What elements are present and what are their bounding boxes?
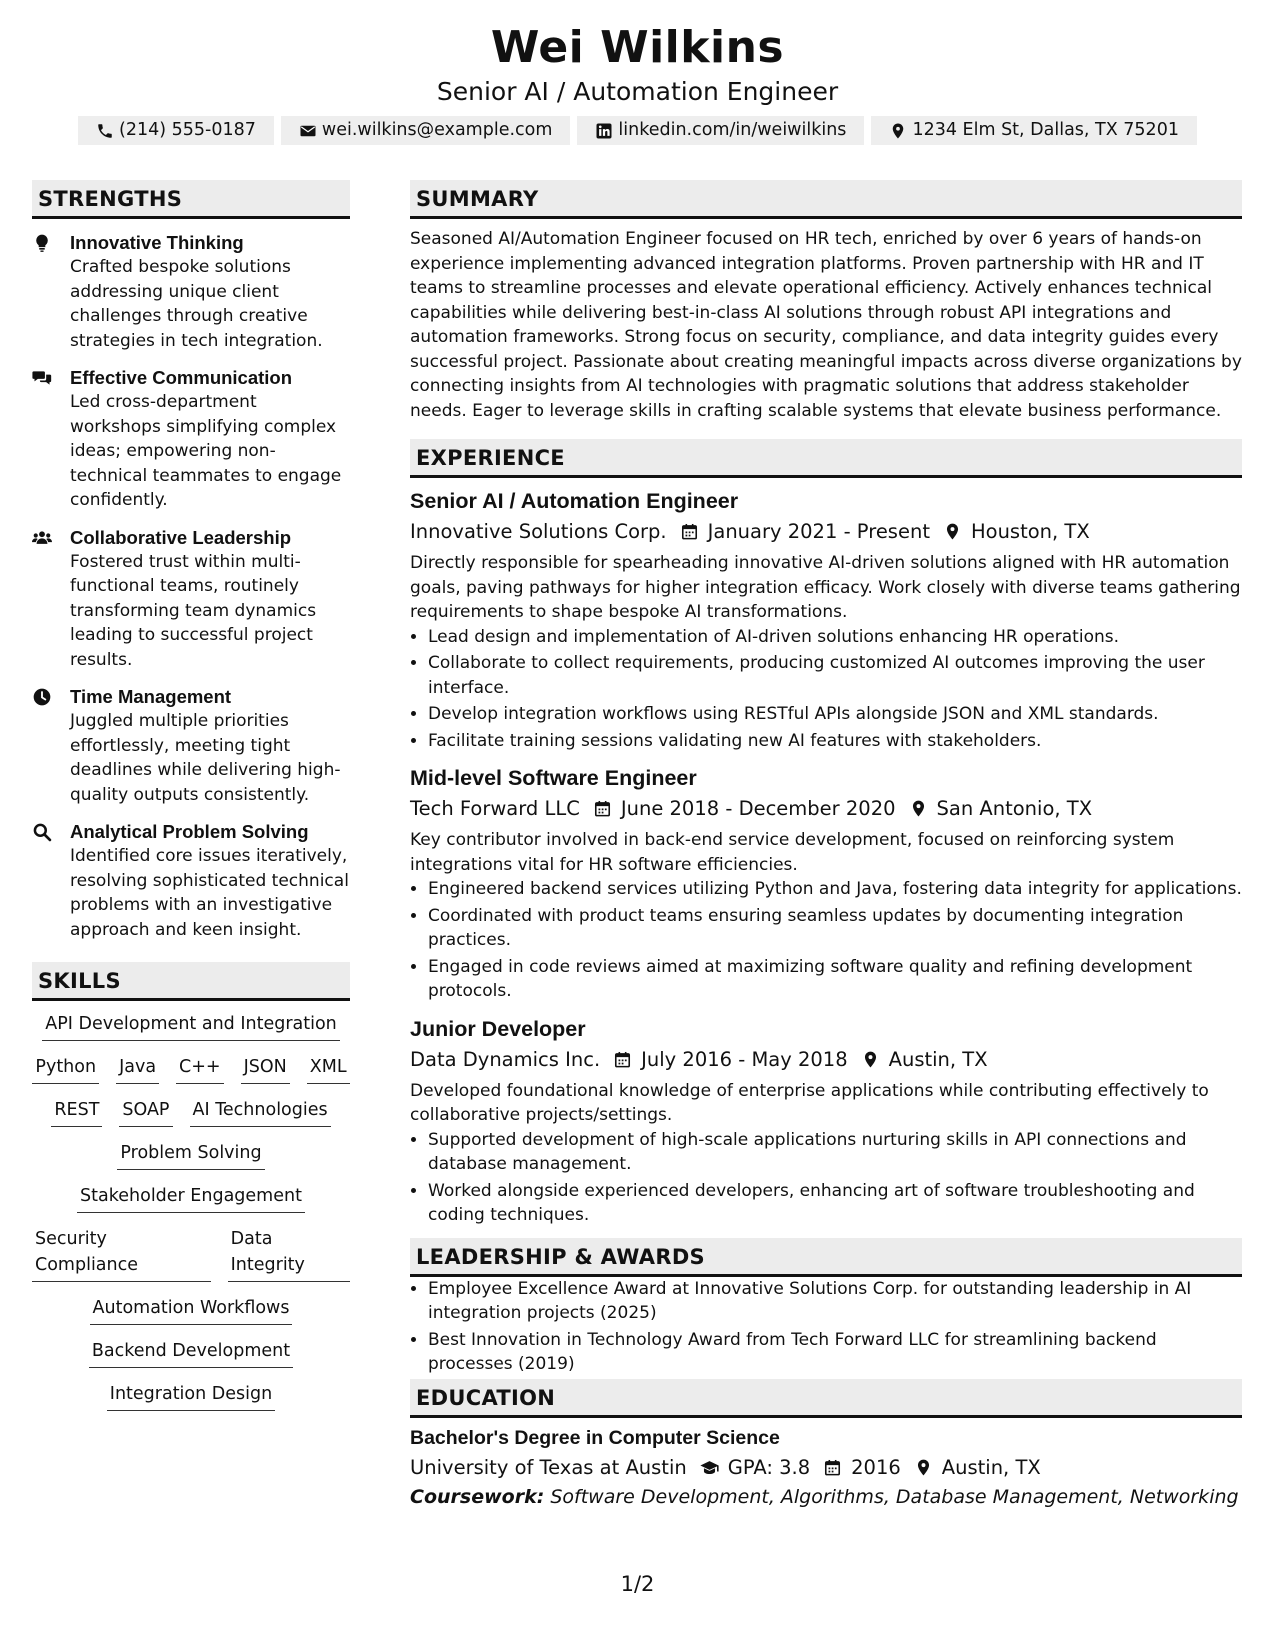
- job-bullets: [410, 625, 1242, 754]
- skill-row: [32, 1140, 350, 1170]
- skill-row: [32, 1054, 350, 1084]
- strength-title: Collaborative Leadership: [70, 526, 292, 548]
- resume-header: [0, 18, 1275, 145]
- job-bullet: • Engaged in code reviews aimed at maximizing software quality and refining development protocols.: [428, 955, 1242, 1004]
- education-heading: EDUCATION: [410, 1379, 1242, 1418]
- address-text: 1234 Elm St, Dallas, TX 75201: [912, 120, 1179, 140]
- calendar-icon: [823, 1458, 842, 1477]
- job-dates: January 2021 - Present: [707, 520, 930, 543]
- candidate-title: Senior AI / Automation Engineer: [436, 77, 839, 106]
- skill-row: [32, 1295, 350, 1325]
- strength-desc: Identified core issues iteratively, resolving sophisticated technical problems with an investigative approach and keen insight.: [70, 846, 349, 940]
- strengths-list: [32, 231, 350, 942]
- skill-row: [32, 1183, 350, 1213]
- strength-title: Innovative Thinking: [70, 232, 244, 253]
- linkedin-text[interactable]: linkedin.com/in/weiwilkins: [618, 120, 847, 140]
- award-item: • Employee Excellence Award at Innovative Solutions Corp. for outstanding leadership in AI integration projects (2025): [428, 1277, 1242, 1326]
- skill-tag: Integration Design: [107, 1381, 275, 1411]
- job-location: San Antonio, TX: [936, 797, 1093, 820]
- skill-tag: API Development and Integration: [42, 1011, 340, 1041]
- skill-row: [32, 1097, 350, 1127]
- job-bullets: [410, 1128, 1242, 1228]
- strength-desc: Fostered trust within multi-functional teams, routinely transforming team dynamics leading to successful project results.: [70, 551, 317, 670]
- skill-tag: REST: [51, 1097, 102, 1127]
- degree-title: Bachelor's Degree in Computer Science: [410, 1426, 780, 1449]
- strength-title: Analytical Problem Solving: [70, 821, 309, 842]
- job-title: Senior AI / Automation Engineer: [410, 489, 739, 513]
- search-icon: [32, 822, 52, 842]
- coursework-text: Software Development, Algorithms, Database Management, Networking: [550, 1485, 1239, 1508]
- gpa-text: GPA: 3.8: [727, 1455, 811, 1479]
- job-bullet: • Coordinated with product teams ensuring seamless updates by documenting integration practices.: [428, 904, 1242, 953]
- contact-phone: [78, 116, 274, 145]
- education-location: Austin, TX: [941, 1455, 1041, 1479]
- skill-tag: Python: [32, 1054, 99, 1084]
- strength-item: [32, 231, 350, 353]
- map-pin-icon: [914, 1458, 933, 1477]
- award-item: • Best Innovation in Technology Award from Tech Forward LLC for streamlining backend processes (2019): [428, 1328, 1242, 1377]
- strength-title: Effective Communication: [70, 367, 293, 388]
- skill-row: [32, 1381, 350, 1411]
- skills-list: [32, 1011, 350, 1411]
- summary-heading: SUMMARY: [410, 180, 1242, 219]
- job-company: Data Dynamics Inc.: [410, 1047, 601, 1071]
- job-bullet: • Worked alongside experienced developers, enhancing art of software troubleshooting and coding techniques.: [428, 1179, 1242, 1228]
- map-pin-icon: [889, 122, 907, 140]
- strength-desc: Juggled multiple priorities effortlessly, meeting tight deadlines while delivering high-quality outputs consistently.: [70, 711, 341, 805]
- strength-item: [32, 366, 350, 513]
- map-pin-icon: [861, 1050, 880, 1069]
- job-dates: July 2016 - May 2018: [641, 1047, 848, 1071]
- awards-heading: LEADERSHIP & AWARDS: [410, 1238, 1242, 1277]
- calendar-icon: [680, 522, 699, 541]
- skill-tag: AI Technologies: [190, 1097, 331, 1127]
- job-desc: Key contributor involved in back-end service development, focused on reinforcing system integrations vital for HR software efficiencies.: [410, 830, 1175, 875]
- job-bullet: • Supported development of high-scale applications nurturing skills in API connections and database management.: [428, 1128, 1242, 1177]
- job-bullet: • Facilitate training sessions validating new AI features with stakeholders.: [428, 729, 1242, 754]
- calendar-icon: [613, 1050, 632, 1069]
- lightbulb-icon: [32, 233, 52, 253]
- skill-row: [32, 1011, 350, 1041]
- experience-heading: EXPERIENCE: [410, 439, 1242, 478]
- job-company: Tech Forward LLC: [410, 797, 580, 820]
- skill-tag: C++: [176, 1054, 224, 1084]
- graduation-cap-icon: [700, 1458, 719, 1477]
- left-column: [32, 180, 350, 1424]
- job-entry: [410, 1014, 1242, 1228]
- skills-heading: SKILLS: [32, 962, 350, 1001]
- job-bullet: • Collaborate to collect requirements, producing customized AI outcomes improving the user interface.: [428, 651, 1242, 700]
- linkedin-icon: [595, 122, 613, 140]
- clock-icon: [32, 687, 52, 707]
- job-company: Innovative Solutions Corp.: [410, 520, 667, 543]
- skill-tag: Backend Development: [89, 1338, 293, 1368]
- page-number: 1/2: [620, 1572, 655, 1596]
- map-pin-icon: [943, 522, 962, 541]
- job-title: Junior Developer: [410, 1016, 586, 1041]
- candidate-name: Wei Wilkins: [490, 22, 785, 73]
- job-meta: [410, 1044, 1242, 1075]
- job-meta: [410, 793, 1242, 824]
- strength-item: [32, 685, 350, 807]
- skill-row: [32, 1226, 350, 1282]
- envelope-icon: [299, 122, 317, 140]
- job-location: Austin, TX: [888, 1047, 988, 1071]
- strength-desc: Crafted bespoke solutions addressing unique client challenges through creative strategies in tech integration.: [70, 257, 323, 351]
- strengths-heading: STRENGTHS: [32, 180, 350, 219]
- summary-text: Seasoned AI/Automation Engineer focused on HR tech, enriched by over 6 years of hands-on experience implementing advanced integration platforms. Proven partnership with HR and IT teams to streamline processes and elevate operational efficiency. Actively enhances technical capabilities while delivering best-in-class AI solutions through robust API integrations and automation frameworks. Strong focus on security, compliance, and data integrity guides every successful project. Passionate about creating meaningful impacts across diverse organizations by connecting insights from AI technologies with pragmatic solutions that address stakeholder needs. Eager to leverage skills in crafting scalable systems that elevate business performance.: [410, 229, 1242, 421]
- job-bullets: [410, 877, 1242, 1004]
- graduation-year: 2016: [851, 1455, 901, 1479]
- skill-tag: Problem Solving: [117, 1140, 264, 1170]
- map-pin-icon: [909, 799, 928, 818]
- skill-tag: JSON: [241, 1054, 290, 1084]
- job-meta: [410, 516, 1242, 547]
- contact-email[interactable]: [281, 116, 571, 145]
- contact-address: [871, 116, 1197, 145]
- calendar-icon: [593, 799, 612, 818]
- coursework-label: Coursework:: [410, 1485, 545, 1508]
- skill-tag: Data Integrity: [228, 1226, 350, 1282]
- users-icon: [32, 528, 52, 548]
- job-dates: June 2018 - December 2020: [620, 797, 896, 820]
- job-entry: [410, 486, 1242, 753]
- job-desc: Developed foundational knowledge of enterprise applications while contributing effectively to collaborative projects/settings.: [410, 1080, 1209, 1125]
- strength-item: [32, 820, 350, 942]
- skill-row: [32, 1338, 350, 1368]
- job-title: Mid-level Software Engineer: [410, 766, 697, 790]
- phone-icon: [96, 122, 114, 140]
- job-bullet: • Develop integration workflows using RESTful APIs alongside JSON and XML standards.: [428, 702, 1242, 727]
- email-text[interactable]: wei.wilkins@example.com: [321, 120, 553, 140]
- job-bullet: • Engineered backend services utilizing Python and Java, fostering data integrity for applications.: [428, 877, 1242, 902]
- education-meta: [410, 1452, 1242, 1483]
- skill-tag: Automation Workflows: [90, 1295, 293, 1325]
- skill-tag: Security Compliance: [32, 1226, 211, 1282]
- skill-tag: SOAP: [119, 1097, 172, 1127]
- awards-list: [410, 1277, 1242, 1377]
- job-desc: Directly responsible for spearheading innovative AI-driven solutions aligned with HR automation goals, paving pathways for higher integration efficacy. Work closely with diverse teams gathering requirements to shape bespoke AI transformations.: [410, 553, 1241, 622]
- strength-desc: Led cross-department workshops simplifying complex ideas; empowering non-technical teammates to engage confidently.: [70, 392, 342, 510]
- job-entry: [410, 763, 1242, 1004]
- skill-tag: Java: [116, 1054, 159, 1084]
- skill-tag: Stakeholder Engagement: [77, 1183, 305, 1213]
- contact-linkedin[interactable]: [577, 116, 864, 145]
- comments-icon: [32, 368, 52, 388]
- right-column: [410, 180, 1242, 1511]
- skill-tag: XML: [307, 1054, 350, 1084]
- phone-text: (214) 555-0187: [119, 120, 256, 140]
- coursework: [410, 1483, 1242, 1511]
- contact-bar: [0, 116, 1275, 145]
- strength-title: Time Management: [70, 686, 232, 707]
- job-bullet: • Lead design and implementation of AI-driven solutions enhancing HR operations.: [428, 625, 1242, 650]
- job-location: Houston, TX: [970, 520, 1090, 543]
- school-name: University of Texas at Austin: [410, 1455, 687, 1479]
- strength-item: [32, 526, 350, 673]
